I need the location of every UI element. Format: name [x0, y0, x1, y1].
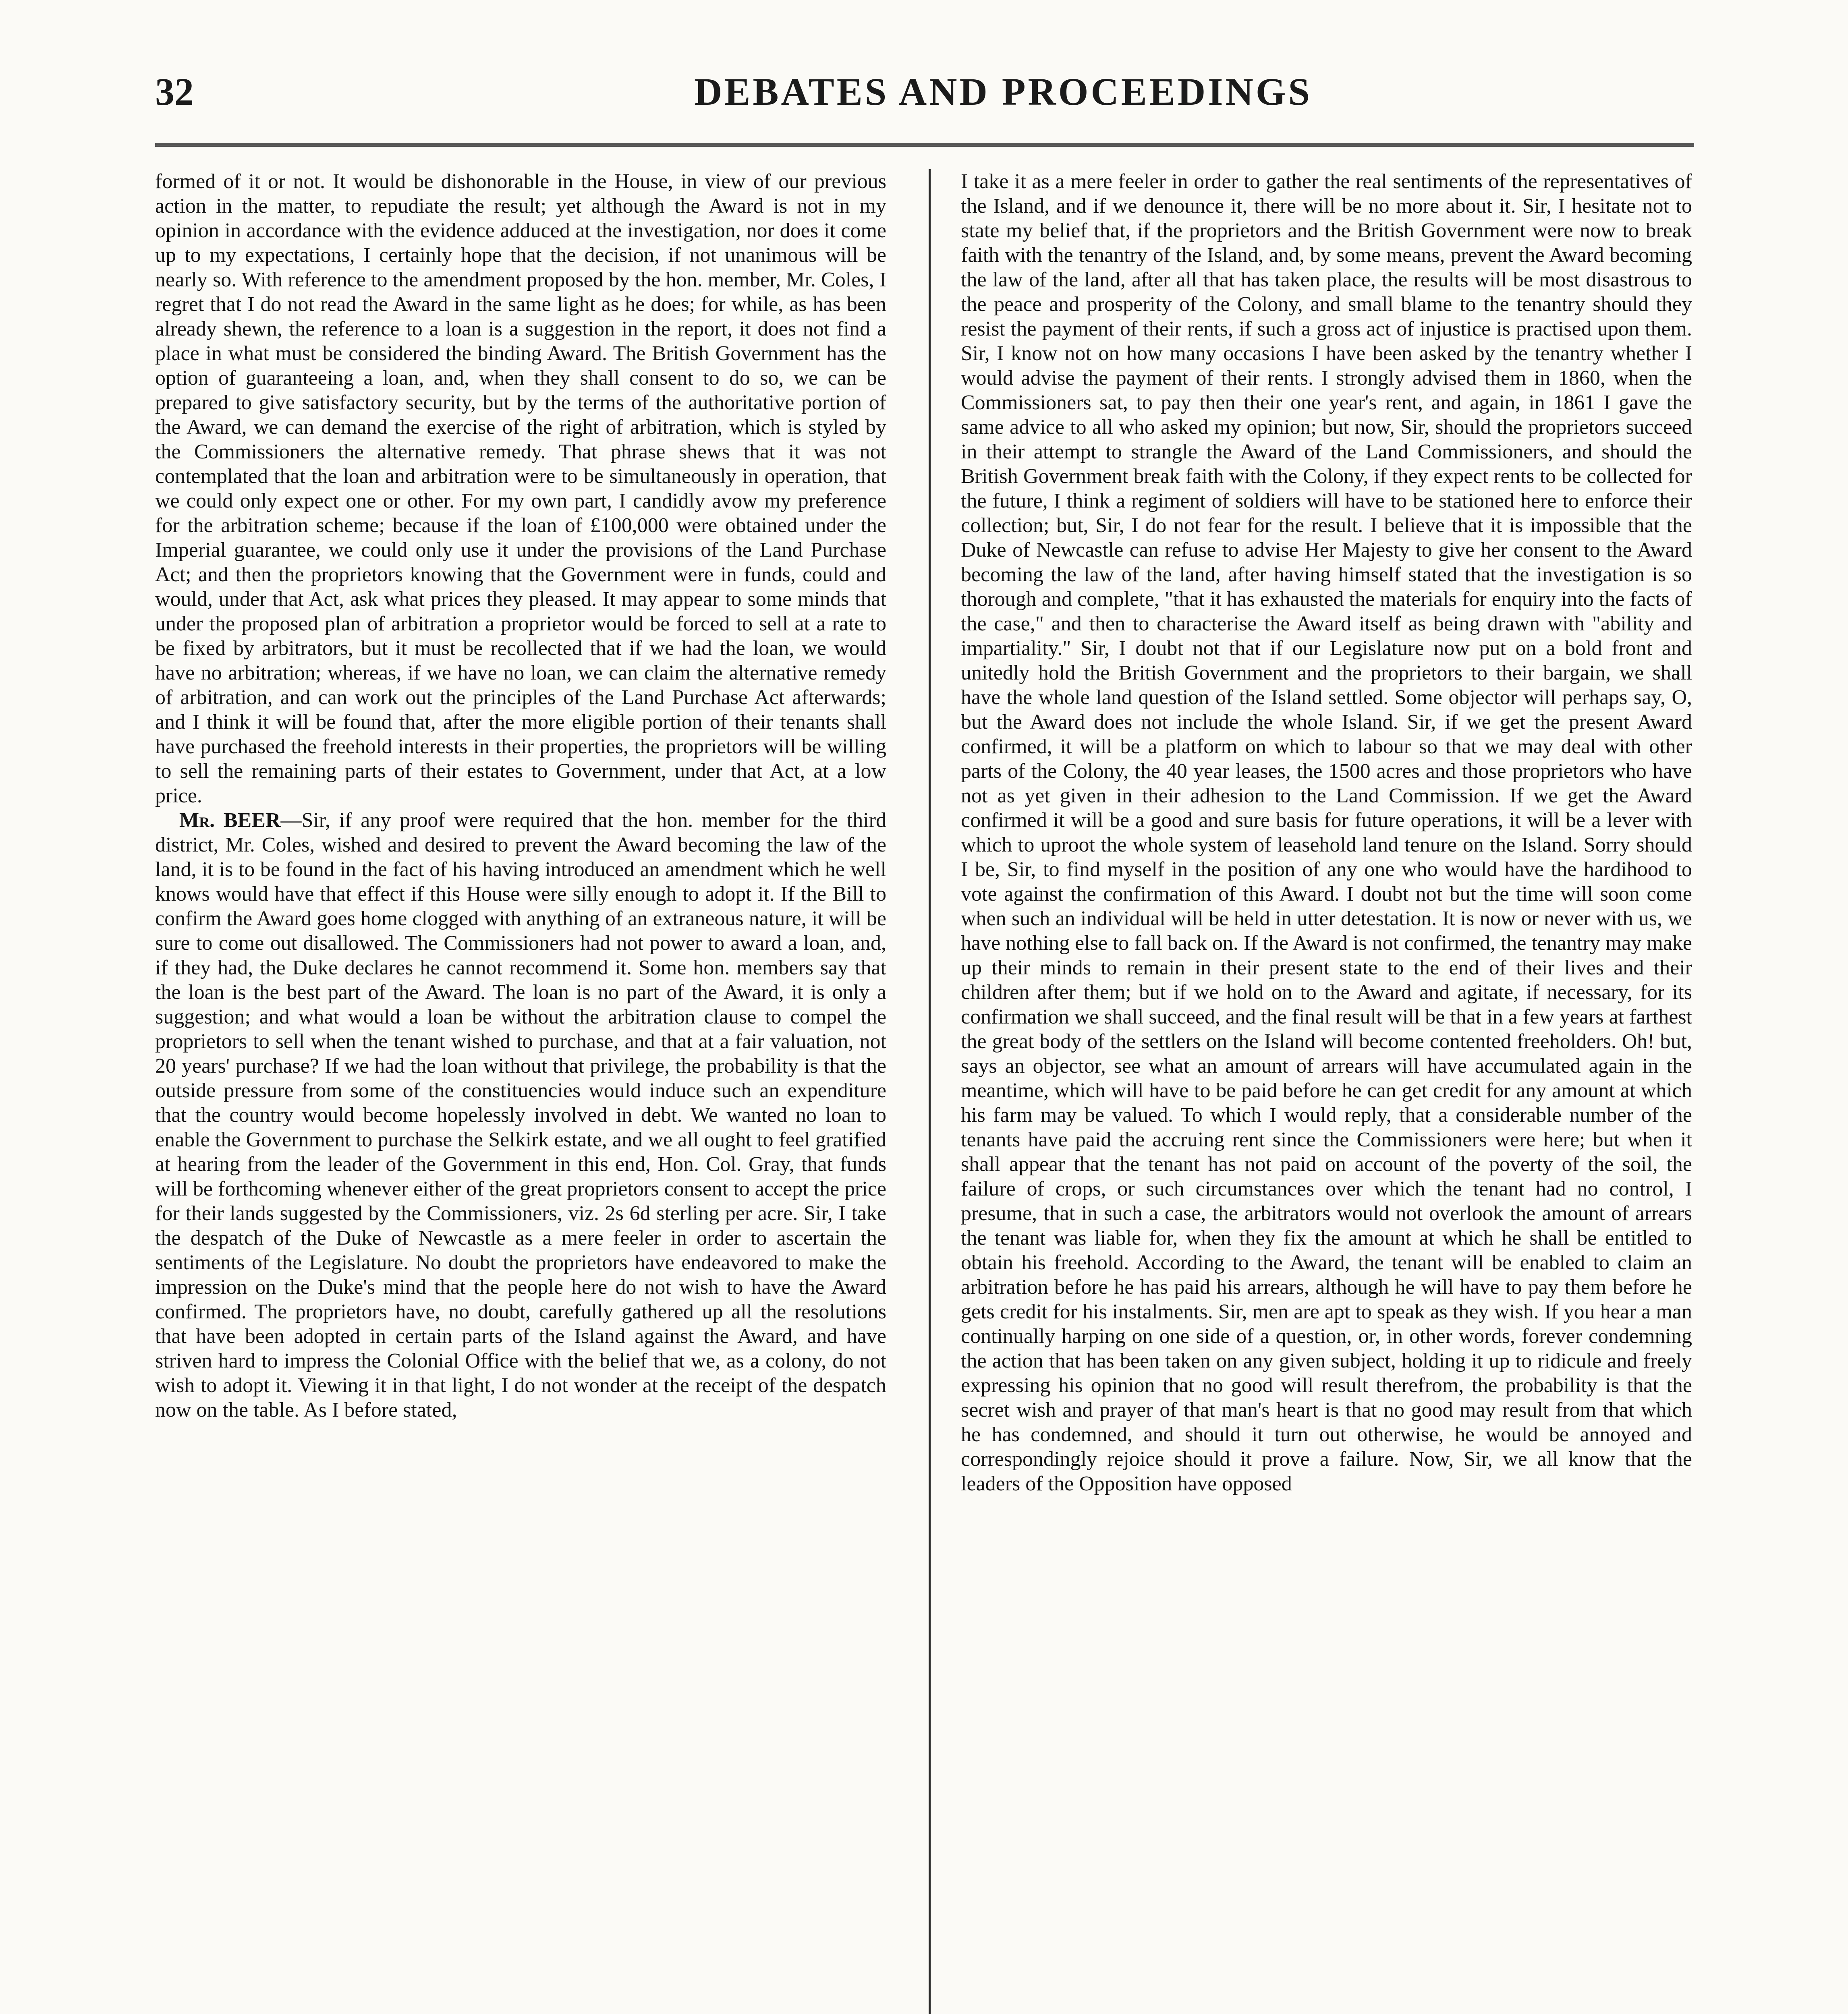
right-column — [961, 169, 1692, 2014]
left-paragraph-2 — [155, 808, 886, 1422]
speaker-name: Mr. BEER — [179, 809, 281, 832]
left-paragraph-1: formed of it or not. It would be dishonorable in the House, in view of our previous action in the matter, to repudiate the result; yet although the Award is not in my opinion in accordance with the evidence adduced at the investigation, nor does it come up to my expectations, I certainly hope that the decision, if not unanimous will be nearly so. With reference to the amendment proposed by the hon. member, Mr. Coles, I regret that I do not read the Award in the same light as he does; for while, as has been already shewn, the reference to a loan is a suggestion in the report, it does not find a place in what must be considered the binding Award. The British Government has the option of guaranteeing a loan, and, when they shall consent to do so, we can be prepared to give satisfactory security, but by the terms of the authoritative portion of the Award, we can demand the exercise of the right of arbitration, which is styled by the Commissioners the alternative remedy. That phrase shews that it was not contemplated that the loan and arbitration were to be simultaneously in operation, that we could only expect one or other. For my own part, I candidly avow my preference for the arbitration scheme; because if the loan of £100,000 were obtained under the Imperial guarantee, we could only use it under the provisions of the Land Purchase Act; and then the proprietors knowing that the Government were in funds, could and would, under that Act, ask what prices they pleased. It may appear to some minds that under the proposed plan of arbitration a proprietor would be forced to sell at a rate to be fixed by arbitrators, but it must be recollected that if we had the loan, we would have no arbitration; whereas, if we have no loan, we can claim the alternative remedy of arbitration, and can work out the principles of the Land Purchase Act afterwards; and I think it will be found that, after the more eligible portion of their tenants shall have purchased the freehold interests in their properties, the proprietors will be willing to sell the remaining parts of their estates to Government, under that Act, at a low price. — [155, 170, 886, 807]
column-divider — [929, 169, 931, 2014]
left-column — [155, 169, 886, 2014]
page-number: 32 — [155, 70, 194, 113]
running-title: DEBATES AND PROCEEDINGS — [694, 70, 1312, 113]
header-rule — [155, 143, 1694, 147]
right-paragraph-1: I take it as a mere feeler in order to gather the real sentiments of the representatives of the Island, and if we denounce it, there will be no more about it. Sir, I hesitate not to state my belief that, if the proprietors and the British Government were now to break faith with the tenantry of the Island, and, by some means, prevent the Award becoming the law of the land, after all that has taken place, the results will be most disastrous to the peace and prosperity of the Colony, and small blame to the tenantry should they resist the payment of their rents, if such a gross act of injustice is practised upon them. Sir, I know not on how many occasions I have been asked by the tenantry whether I would advise the payment of their rents. I strongly advised them in 1860, when the Commissioners sat, to pay then their one year's rent, and again, in 1861 I gave the same advice to all who asked my opinion; but now, Sir, should the proprietors succeed in their attempt to strangle the Award of the Land Commissioners, and should the British Government break faith with the Colony, if they expect rents to be collected for the future, I think a regiment of soldiers will have to be stationed here to enforce their collection; but, Sir, I do not fear for the result. I believe that it is impossible that the Duke of Newcastle can refuse to advise Her Majesty to give her consent to the Award becoming the law of the land, after having himself stated that the investigation is so thorough and complete, "that it has exhausted the materials for enquiry into the facts of the case," and then to characterise the Award itself as being drawn with "ability and impartiality." Sir, I doubt not that if our Legislature now put on a bold front and unitedly hold the British Government and the proprietors to their bargain, we shall have the whole land question of the Island settled. Some objector will perhaps say, O, but the Award does not include the whole Island. Sir, if we get the present Award confirmed, it will be a platform on which to labour so that we may deal with other parts of the Colony, the 40 year leases, the 1500 acres and those proprietors who have not as yet given in their adhesion to the Land Commission. If we get the Award confirmed it will be a good and sure basis for future operations, it will be a lever with which to uproot the whole system of leasehold land tenure on the Island. Sorry should I be, Sir, to find myself in the position of any one who would have the hardihood to vote against the confirmation of this Award. I doubt not but the time will soon come when such an individual will be held in utter detestation. It is now or never with us, we have nothing else to fall back on. If the Award is not confirmed, the tenantry may make up their minds to remain in their present state to the end of their lives and their children after them; but if we hold on to the Award and agitate, if necessary, for its confirmation we shall succeed, and the final result will be that in a few years at farthest the great body of the settlers on the Island will become contented freeholders. Oh! but, says an objector, see what an amount of arrears will have accumulated again in the meantime, which will have to be paid before he can get credit for any amount at which his farm may be valued. To which I would reply, that a considerable number of the tenants have paid the accruing rent since the Commissioners were here; but when it shall appear that the tenant has not paid on account of the poverty of the soil, the failure of crops, or such circumstances over which the tenant had no control, I presume, that in such a case, the arbitrators would not overlook the amount of arrears the tenant was liable for, when they fix the amount at which he shall be entitled to obtain his freehold. According to the Award, the tenant will be enabled to claim an arbitration before he has paid his arrears, although he will have to pay them before he gets credit for his instalments. Sir, men are apt to speak as they wish. If you hear a man continually harping on one side of a question, or, in other words, forever condemning the action that has been taken on any given subject, holding it up to ridicule and freely expressing his opinion that no good will result therefrom, the probability is that the secret wish and prayer of that man's heart is that no good may result from that which he has condemned, and should it turn out otherwise, he would be annoyed and correspondingly rejoice should it prove a failure. Now, Sir, we all know that the leaders of the Opposition have opposed — [961, 170, 1692, 1495]
speech-text: —Sir, if any proof were required that the hon. member for the third district, Mr. Coles, wished and desired to prevent the Award becoming the law of the land, it is to be found in the fact of his having introduced an amendment which he well knows would have that effect if this House were silly enough to adopt it. If the Bill to confirm the Award goes home clogged with anything of an extraneous nature, it will be sure to come out disallowed. The Commissioners had not power to award a loan, and, if they had, the Duke declares he cannot recommend it. Some hon. members say that the loan is the best part of the Award. The loan is no part of the Award, it is only a suggestion; and what would a loan be without the arbitration clause to compel the proprietors to sell when the tenant wished to purchase, and that at a fair valuation, not 20 years' purchase? If we had the loan without that privilege, the probability is that the outside pressure from some of the constituencies would induce such an expenditure that the country would become hopelessly involved in debt. We wanted no loan to enable the Government to purchase the Selkirk estate, and we all ought to feel gratified at hearing from the leader of the Government in this end, Hon. Col. Gray, that funds will be forthcoming whenever either of the great proprietors consent to accept the price for their lands suggested by the Commissioners, viz. 2s 6d sterling per acre. Sir, I take the despatch of the Duke of Newcastle as a mere feeler in order to ascertain the sentiments of the Legislature. No doubt the proprietors have endeavored to make the impression on the Duke's mind that the people here do not wish to have the Award confirmed. The proprietors have, no doubt, carefully gathered up all the resolutions that have been adopted in certain parts of the Island against the Award, and have striven hard to impress the Colonial Office with the belief that we, as a colony, do not wish to adopt it. Viewing it in that light, I do not wonder at the receipt of the despatch now on the table. As I before stated, — [155, 809, 886, 1421]
